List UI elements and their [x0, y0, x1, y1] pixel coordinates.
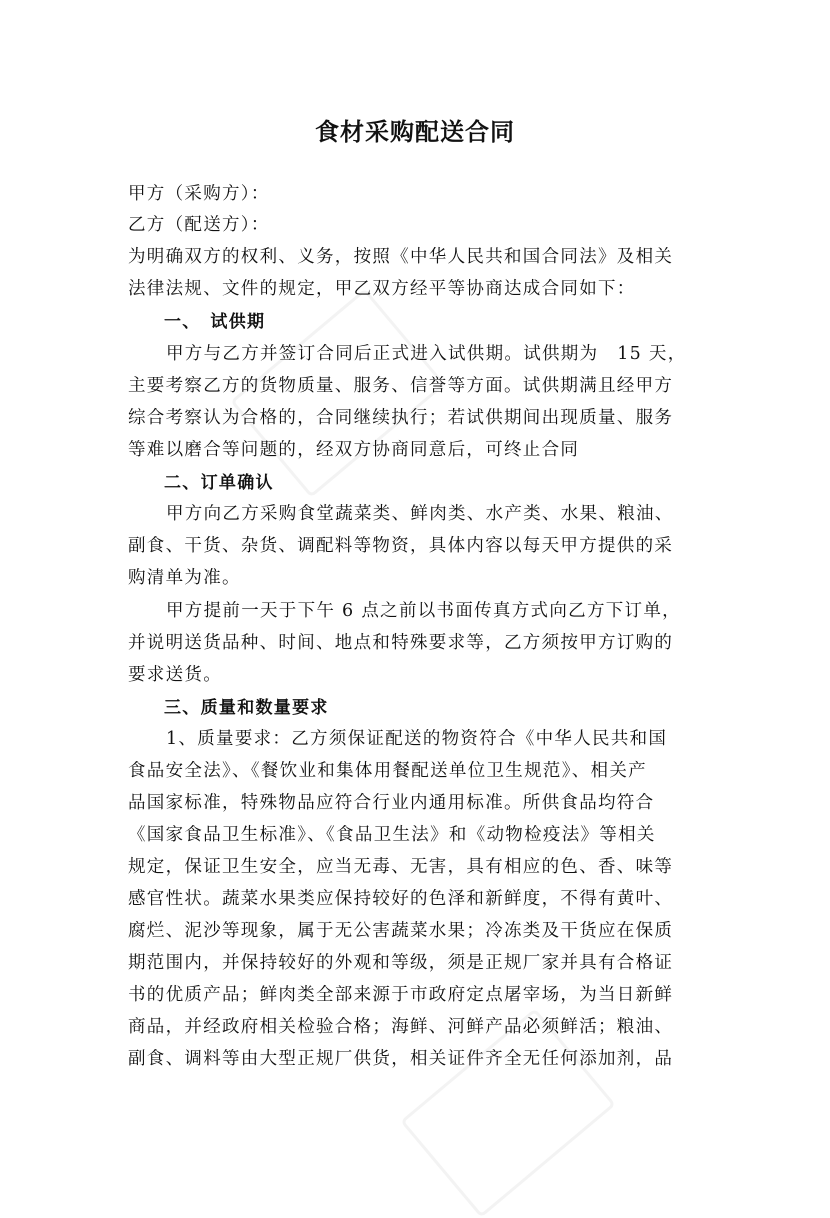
paragraph-line: 商品，并经政府相关检验合格；海鲜、河鲜产品必须鲜活；粮油、 [128, 1017, 674, 1037]
paragraph-line: 书的优质产品；鲜肉类全部来源于市政府定点屠宰场，为当日新鲜 [128, 985, 674, 1005]
paragraph-line: 腐烂、泥沙等现象，属于无公害蔬菜水果；冷冻类及干货应在保质 [128, 921, 674, 941]
paragraph-line: 等难以磨合等问题的，经双方协商同意后，可终止合同 [128, 440, 580, 460]
paragraph-line: 甲方与乙方并签订合同后正式进入试供期。试供期为 15 天， [166, 344, 687, 364]
paragraph-line: 综合考察认为合格的，合同继续执行；若试供期间出现质量、服务 [128, 408, 674, 428]
document-title: 食材采购配送合同 [315, 118, 515, 146]
section-heading-order: 二、订单确认 [164, 473, 274, 493]
paragraph-line: 要求送货。 [128, 665, 222, 685]
paragraph-line: 食品安全法》、《餐饮业和集体用餐配送单位卫生规范》、相关产 [128, 761, 647, 781]
paragraph-line: 副食、调料等由大型正规厂供货，相关证件齐全无任何添加剂，品 [128, 1049, 674, 1069]
section-heading-trial: 一、 试供期 [164, 312, 266, 332]
watermark-stamp [400, 1008, 616, 1218]
paragraph-line: 主要考察乙方的货物质量、服务、信誉等方面。试供期满且经甲方 [128, 376, 674, 396]
party-a-line: 甲方（采购方）： [128, 184, 270, 204]
party-b-line: 乙方（配送方）： [128, 215, 270, 235]
paragraph-line: 规定，保证卫生安全，应当无毒、无害，具有相应的色、香、味等 [128, 857, 674, 877]
paragraph-line: 期范围内，并保持较好的外观和等级，须是正规厂家并具有合格证 [128, 953, 674, 973]
paragraph-line: 品国家标准，特殊物品应符合行业内通用标准。所供食品均符合 [128, 793, 655, 813]
paragraph-line: 甲方向乙方采购食堂蔬菜类、鲜肉类、水产类、水果、粮油、 [166, 504, 674, 524]
paragraph-line: 并说明送货品种、时间、地点和特殊要求等，乙方须按甲方订购的 [128, 633, 674, 653]
paragraph-line: 感官性状。蔬菜水果类应保持较好的色泽和新鲜度，不得有黄叶、 [128, 889, 674, 909]
paragraph-line: 甲方提前一天于下午 6 点之前以书面传真方式向乙方下订单， [166, 601, 681, 621]
paragraph-line: 购清单为准。 [128, 568, 241, 588]
preamble-line: 法律法规、文件的规定，甲乙双方经平等协商达成合同如下： [128, 279, 636, 299]
paragraph-line: 1、质量要求：乙方须保证配送的物资符合《中华人民共和国 [166, 729, 668, 749]
section-heading-quality: 三、质量和数量要求 [164, 698, 329, 718]
paragraph-line: 副食、干货、杂货、调配料等物资，具体内容以每天甲方提供的采 [128, 536, 674, 556]
preamble-line: 为明确双方的权利、义务，按照《中华人民共和国合同法》及相关 [128, 247, 674, 267]
paragraph-line: 《国家食品卫生标准》、《食品卫生法》和《动物检疫法》等相关 [128, 825, 656, 845]
